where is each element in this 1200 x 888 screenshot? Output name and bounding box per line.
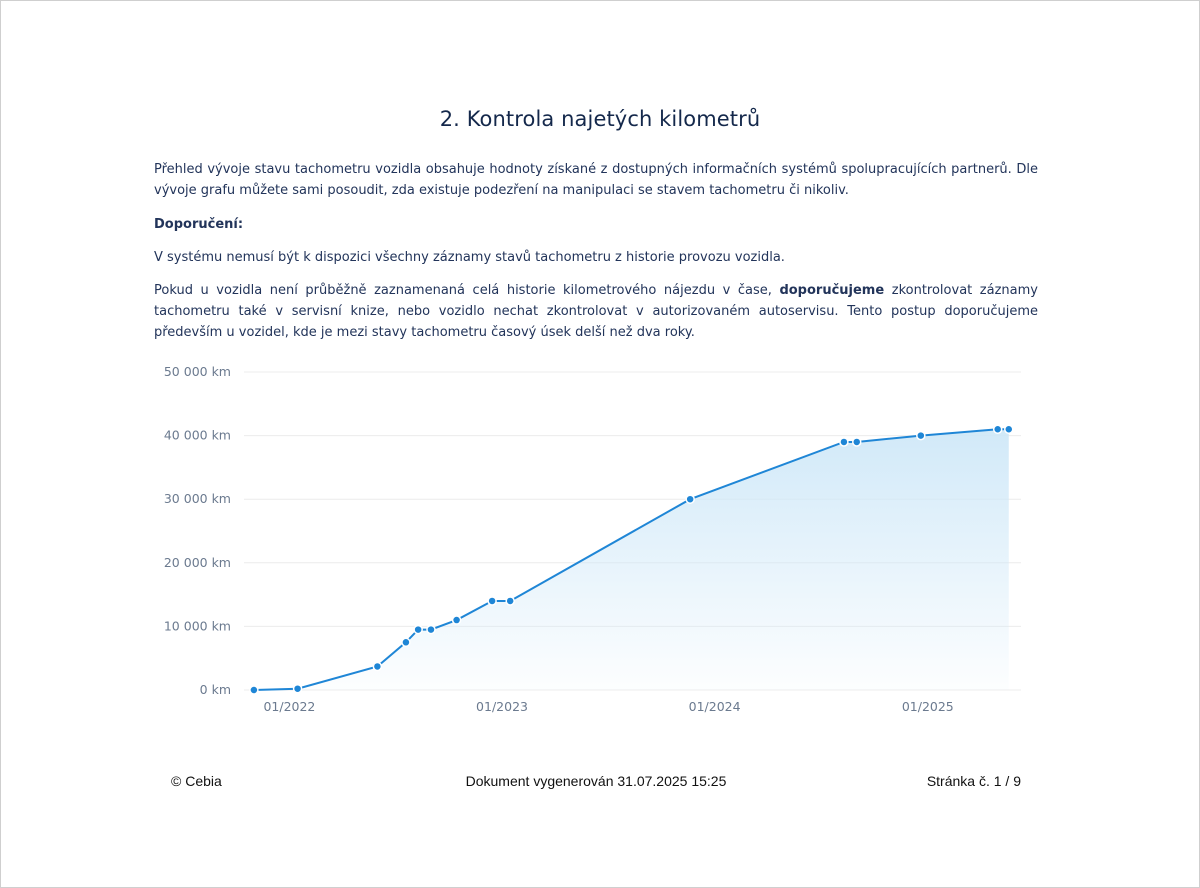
y-tick-label: 30 000 km bbox=[163, 491, 231, 507]
odometer-chart-svg bbox=[151, 359, 1031, 721]
footer-copyright: © Cebia bbox=[171, 773, 222, 789]
data-point bbox=[917, 432, 925, 440]
x-tick-label: 01/2025 bbox=[901, 699, 954, 714]
mileage-area bbox=[254, 429, 1009, 690]
data-point bbox=[994, 425, 1002, 433]
advice-bold-text: doporučujeme bbox=[779, 283, 885, 298]
y-tick-label: 0 km bbox=[199, 682, 231, 697]
advice-text-before: Pokud u vozidla není průběžně zaznamenaná celá historie kilometrového nájezdu v čase, bbox=[154, 283, 780, 298]
recommendation-heading: Doporučení: bbox=[154, 217, 244, 232]
data-point bbox=[1005, 425, 1013, 433]
intro-paragraph: Přehled vývoje stavu tachometru vozidla obsahuje hodnoty získané z dostupných informačních systémů spolupracujících partnerů. Dle vývoje grafu můžete sami posoudit, zda existuje podezření na manipulaci se stavem tachometru či nikoliv. bbox=[154, 162, 1038, 198]
data-point bbox=[373, 662, 381, 670]
footer-page-number: Stránka č. 1 / 9 bbox=[926, 773, 1021, 789]
data-point bbox=[840, 438, 848, 446]
data-point bbox=[250, 686, 258, 694]
data-point bbox=[488, 597, 496, 605]
x-tick-label: 01/2024 bbox=[688, 699, 741, 714]
x-tick-label: 01/2022 bbox=[263, 699, 316, 714]
data-point bbox=[294, 685, 302, 693]
x-tick-label: 01/2023 bbox=[476, 699, 528, 714]
data-point bbox=[453, 616, 461, 624]
footer-generated-date: Dokument vygenerován 31.07.2025 15:25 bbox=[465, 773, 727, 789]
y-tick-label: 10 000 km bbox=[163, 618, 231, 634]
odometer-chart bbox=[151, 359, 1031, 721]
advice-text-after: zkontrolovat záznamy tachometru také v servisní knize, nebo vozidlo nechat zkontrolovat v autorizovaném autoservisu. Tento postup doporučujeme především u vozidel, kde je mezi stavy tachometru časový úsek delší než dva roky. bbox=[154, 283, 1038, 340]
data-point bbox=[686, 495, 694, 503]
y-tick-label: 50 000 km bbox=[163, 364, 231, 379]
data-point bbox=[414, 626, 422, 634]
note-paragraph: V systému nemusí být k dispozici všechny záznamy stavů tachometru z historie provozu vozidla. bbox=[154, 250, 785, 265]
content-block bbox=[154, 159, 1038, 343]
y-tick-label: 40 000 km bbox=[163, 427, 231, 443]
y-tick-label: 20 000 km bbox=[163, 554, 231, 570]
data-point bbox=[427, 626, 435, 634]
page-title: 2. Kontrola najetých kilometrů bbox=[439, 107, 761, 131]
advice-paragraph bbox=[154, 280, 1038, 343]
data-point bbox=[853, 438, 861, 446]
data-point bbox=[506, 597, 514, 605]
data-point bbox=[402, 638, 410, 646]
